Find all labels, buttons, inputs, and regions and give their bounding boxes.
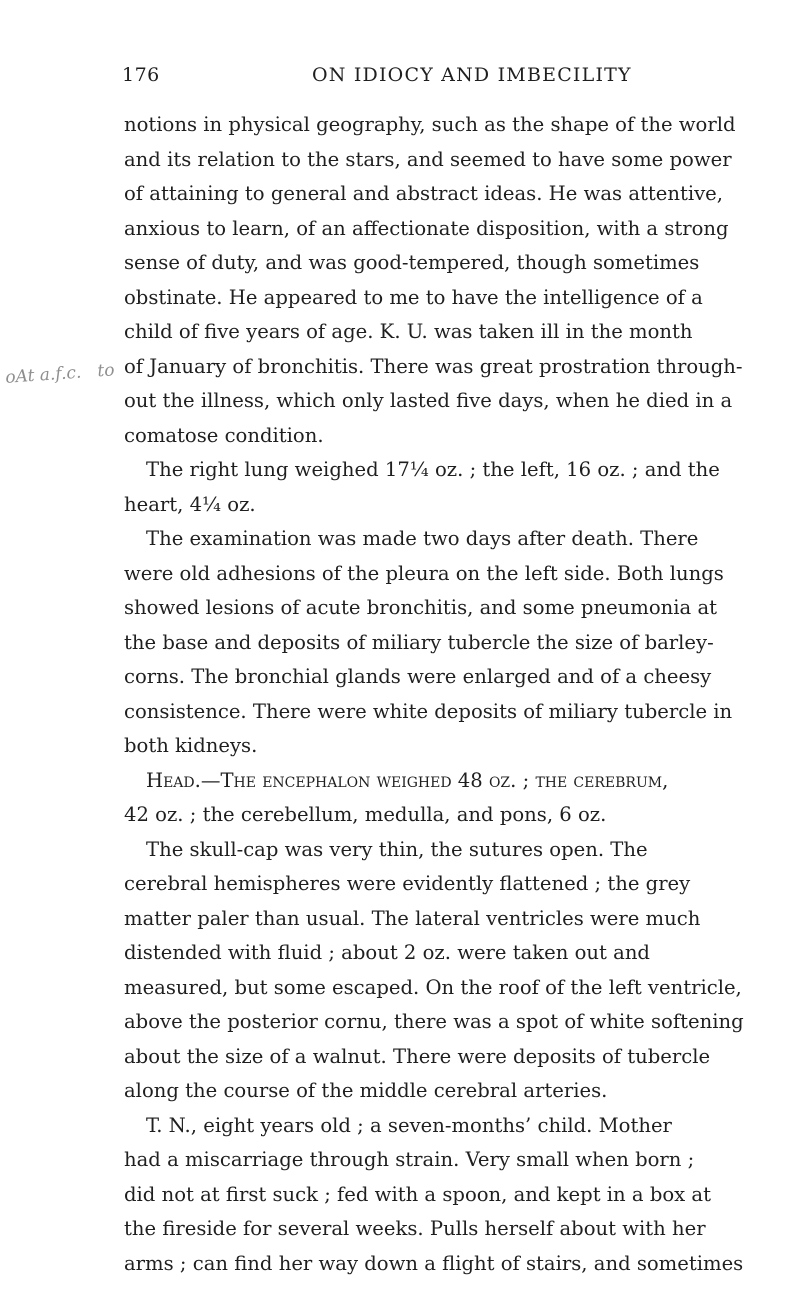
text-line: cerebral hemispheres were evidently flattened ; the grey [124, 872, 691, 895]
text-line: did not at first suck ; fed with a spoon, and kept in a box at [124, 1182, 711, 1206]
text-line: along the course of the middle cerebral arteries. [124, 1079, 608, 1102]
text-line: out the illness, which only lasted five days, when he died in a [124, 389, 733, 412]
text-line: arms ; can find her way down a flight of stairs, and sometimes [124, 1251, 744, 1275]
page-header [122, 64, 682, 94]
text-line: sense of duty, and was good-tempered, though sometimes [124, 251, 700, 274]
running-head: ON IDIOCY AND IMBECILITY [312, 64, 632, 86]
text-line: showed lesions of acute bronchitis, and some pneumonia at [124, 596, 718, 619]
text-line: The examination was made two days after death. There [146, 527, 699, 550]
text-line: corns. The bronchial glands were enlarged and of a cheesy [124, 665, 712, 688]
body-text [124, 108, 744, 1281]
text-line: measured, but some escaped. On the roof of the left ventricle, [124, 975, 742, 999]
text-line: 42 oz. ; the cerebellum, medulla, and pons, 6 oz. [124, 803, 607, 826]
text-line: about the size of a walnut. There were deposits of tubercle [124, 1044, 711, 1068]
text-line: The skull-cap was very thin, the sutures open. The [146, 837, 648, 861]
text-line: of January of bronchitis. There was great prostration through- [124, 354, 743, 378]
text-line: child of five years of age. K. U. was taken ill in the month [124, 320, 693, 343]
text-line: The right lung weighed 17¼ oz. ; the left, 16 oz. ; and the [146, 458, 720, 481]
text-line: matter paler than usual. The lateral ventricles were much [124, 906, 701, 930]
text-line: consistence. There were white deposits of miliary tubercle in [124, 699, 733, 723]
text-line: distended with fluid ; about 2 oz. were taken out and [124, 941, 650, 964]
text-line: the fireside for several weeks. Pulls herself about with her [124, 1217, 706, 1240]
text-line: of attaining to general and abstract ideas. He was attentive, [124, 182, 723, 205]
text-line: had a miscarriage through strain. Very small when born ; [124, 1148, 695, 1171]
text-line: obstinate. He appeared to me to have the intelligence of a [124, 285, 703, 309]
text-line: T. N., eight years old ; a seven-months’ child. Mother [146, 1113, 672, 1137]
text-line: above the posterior cornu, there was a spot of white softening [124, 1010, 744, 1033]
text-line: comatose condition. [124, 423, 324, 447]
text-line: notions in physical geography, such as the shape of the world [124, 113, 736, 136]
page-number: 176 [122, 64, 160, 86]
text-line: anxious to learn, of an affectionate disposition, with a strong [124, 216, 729, 240]
text-line: the base and deposits of miliary tubercle the size of barley- [124, 630, 714, 654]
handwritten-margin-note: oAt a.f.c. to [4, 360, 116, 388]
text-line: heart, 4¼ oz. [124, 492, 256, 516]
section-heading-line: Head.—The encephalon weighed 48 oz. ; the cerebrum, [146, 768, 669, 792]
text-line: both kidneys. [124, 734, 258, 757]
text-line: and its relation to the stars, and seemed to have some power [124, 147, 732, 171]
text-line: were old adhesions of the pleura on the left side. Both lungs [124, 561, 724, 585]
